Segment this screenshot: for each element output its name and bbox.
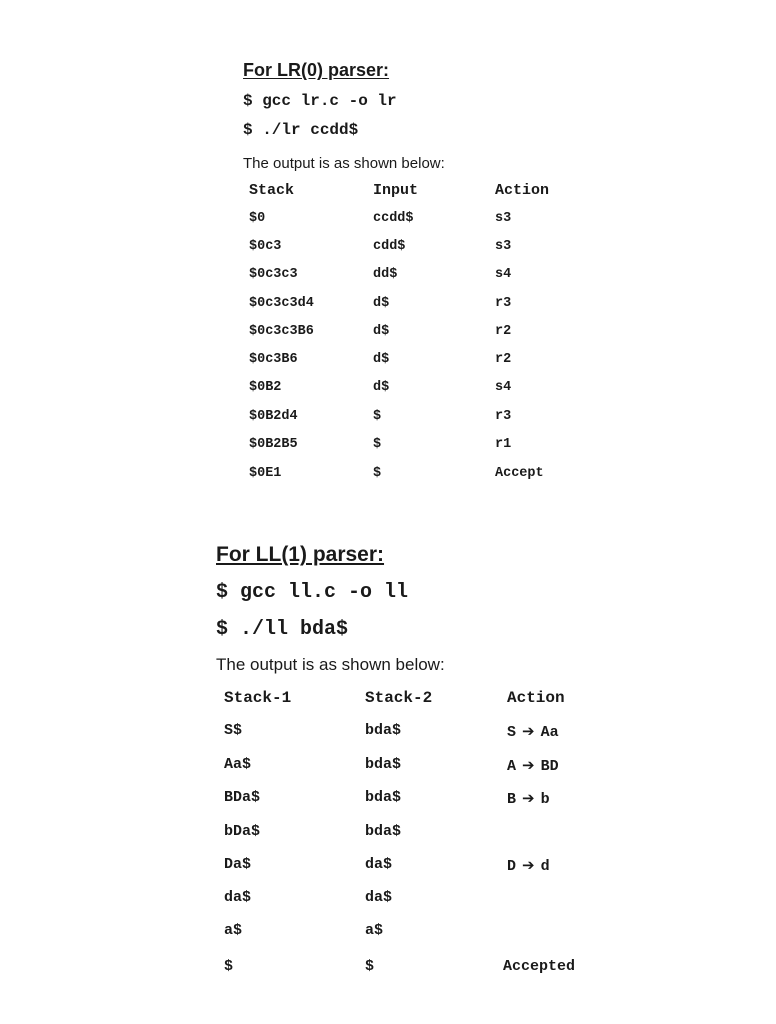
lr0-action-cell: r2 [495, 352, 512, 367]
production-lhs: S [507, 724, 517, 741]
lr0-input-cell: cdd$ [373, 239, 406, 254]
ll1-header-action: Action [507, 689, 565, 707]
lr0-title: For LR(0) parser: [243, 60, 390, 80]
ll1-stack1-cell: Da$ [224, 856, 252, 873]
production-lhs: B [507, 791, 517, 808]
production-lhs: D [507, 858, 517, 875]
right-arrow-icon: ➔ [522, 856, 535, 874]
table-row [0, 466, 776, 486]
lr0-input-cell: d$ [373, 296, 390, 311]
lr0-input-cell: $ [373, 409, 382, 424]
lr0-stack-cell: $0c3c3B6 [249, 324, 314, 339]
ll1-stack2-cell: bda$ [365, 756, 402, 773]
lr0-action-cell: r2 [495, 324, 512, 339]
table-row [0, 789, 776, 809]
ll1-action-cell [507, 722, 559, 741]
ll1-action-cell [507, 789, 550, 808]
lr0-stack-cell: $0B2B5 [249, 437, 298, 452]
lr0-input-cell: d$ [373, 324, 390, 339]
lr0-stack-cell: $0c3B6 [249, 352, 298, 367]
ll1-stack2-cell: da$ [365, 856, 393, 873]
ll1-stack2-cell: bda$ [365, 722, 402, 739]
lr0-input-cell: $ [373, 437, 382, 452]
lr0-header-input: Input [373, 182, 419, 199]
ll1-stack2-cell: a$ [365, 922, 384, 939]
ll1-header-stack2: Stack-2 [365, 689, 433, 707]
table-row [0, 722, 776, 742]
production-rhs: b [540, 791, 550, 808]
right-arrow-icon: ➔ [522, 722, 535, 740]
lr0-action-cell: s4 [495, 267, 512, 282]
lr0-run-command: $ ./lr ccdd$ [243, 121, 359, 139]
lr0-action-cell: s4 [495, 380, 512, 395]
ll1-stack1-cell: bDa$ [224, 823, 261, 840]
table-row [0, 296, 776, 316]
lr0-action-cell: r1 [495, 437, 512, 452]
ll1-table-header [0, 689, 776, 709]
lr0-stack-cell: $0c3 [249, 239, 282, 254]
table-row [0, 380, 776, 400]
lr0-input-cell: ccdd$ [373, 211, 414, 226]
lr0-stack-cell: $0E1 [249, 466, 282, 481]
ll1-title: For LL(1) parser: [216, 543, 385, 566]
production-rhs: BD [540, 758, 559, 775]
table-row [0, 958, 776, 978]
table-row [0, 239, 776, 259]
lr0-action-cell: s3 [495, 211, 512, 226]
lr0-action-cell: s3 [495, 239, 512, 254]
ll1-stack2-cell: bda$ [365, 823, 402, 840]
right-arrow-icon: ➔ [522, 756, 535, 774]
lr0-stack-cell: $0 [249, 211, 266, 226]
ll1-stack2-cell: bda$ [365, 789, 402, 806]
lr0-header-action: Action [495, 182, 550, 199]
ll1-run-command: $ ./ll bda$ [216, 618, 349, 641]
ll1-stack2-cell: $ [365, 958, 375, 975]
table-row [0, 211, 776, 231]
ll1-stack1-cell: a$ [224, 922, 243, 939]
ll1-header-stack1: Stack-1 [224, 689, 292, 707]
table-row [0, 922, 776, 942]
production-rhs: Aa [540, 724, 559, 741]
ll1-stack1-cell: Aa$ [224, 756, 252, 773]
ll1-stack2-cell: da$ [365, 889, 393, 906]
table-row [0, 856, 776, 876]
lr0-stack-cell: $0B2d4 [249, 409, 298, 424]
lr0-output-note: The output is as shown below: [243, 155, 445, 172]
ll1-action-cell: Accepted [503, 958, 576, 975]
table-row [0, 437, 776, 457]
table-row [0, 889, 776, 909]
lr0-input-cell: d$ [373, 352, 390, 367]
table-row [0, 267, 776, 287]
ll1-compile-command: $ gcc ll.c -o ll [216, 581, 409, 604]
table-row [0, 409, 776, 429]
lr0-input-cell: dd$ [373, 267, 398, 282]
table-row [0, 352, 776, 372]
ll1-stack1-cell: $ [224, 958, 234, 975]
lr0-header-stack: Stack [249, 182, 295, 199]
ll1-output-note: The output is as shown below: [216, 655, 445, 674]
lr0-stack-cell: $0c3c3d4 [249, 296, 314, 311]
ll1-stack1-cell: da$ [224, 889, 252, 906]
table-row [0, 756, 776, 776]
right-arrow-icon: ➔ [522, 789, 535, 807]
table-row [0, 823, 776, 843]
lr0-table-header [0, 182, 776, 202]
ll1-stack1-cell: BDa$ [224, 789, 261, 806]
lr0-input-cell: d$ [373, 380, 390, 395]
table-row [0, 324, 776, 344]
lr0-input-cell: $ [373, 466, 382, 481]
ll1-stack1-cell: S$ [224, 722, 243, 739]
lr0-action-cell: r3 [495, 296, 512, 311]
lr0-action-cell: r3 [495, 409, 512, 424]
lr0-stack-cell: $0c3c3 [249, 267, 298, 282]
ll1-action-cell [507, 856, 550, 875]
lr0-stack-cell: $0B2 [249, 380, 282, 395]
lr0-action-cell: Accept [495, 466, 544, 481]
production-lhs: A [507, 758, 517, 775]
lr0-compile-command: $ gcc lr.c -o lr [243, 92, 397, 110]
production-rhs: d [540, 858, 550, 875]
ll1-action-cell [507, 756, 559, 775]
